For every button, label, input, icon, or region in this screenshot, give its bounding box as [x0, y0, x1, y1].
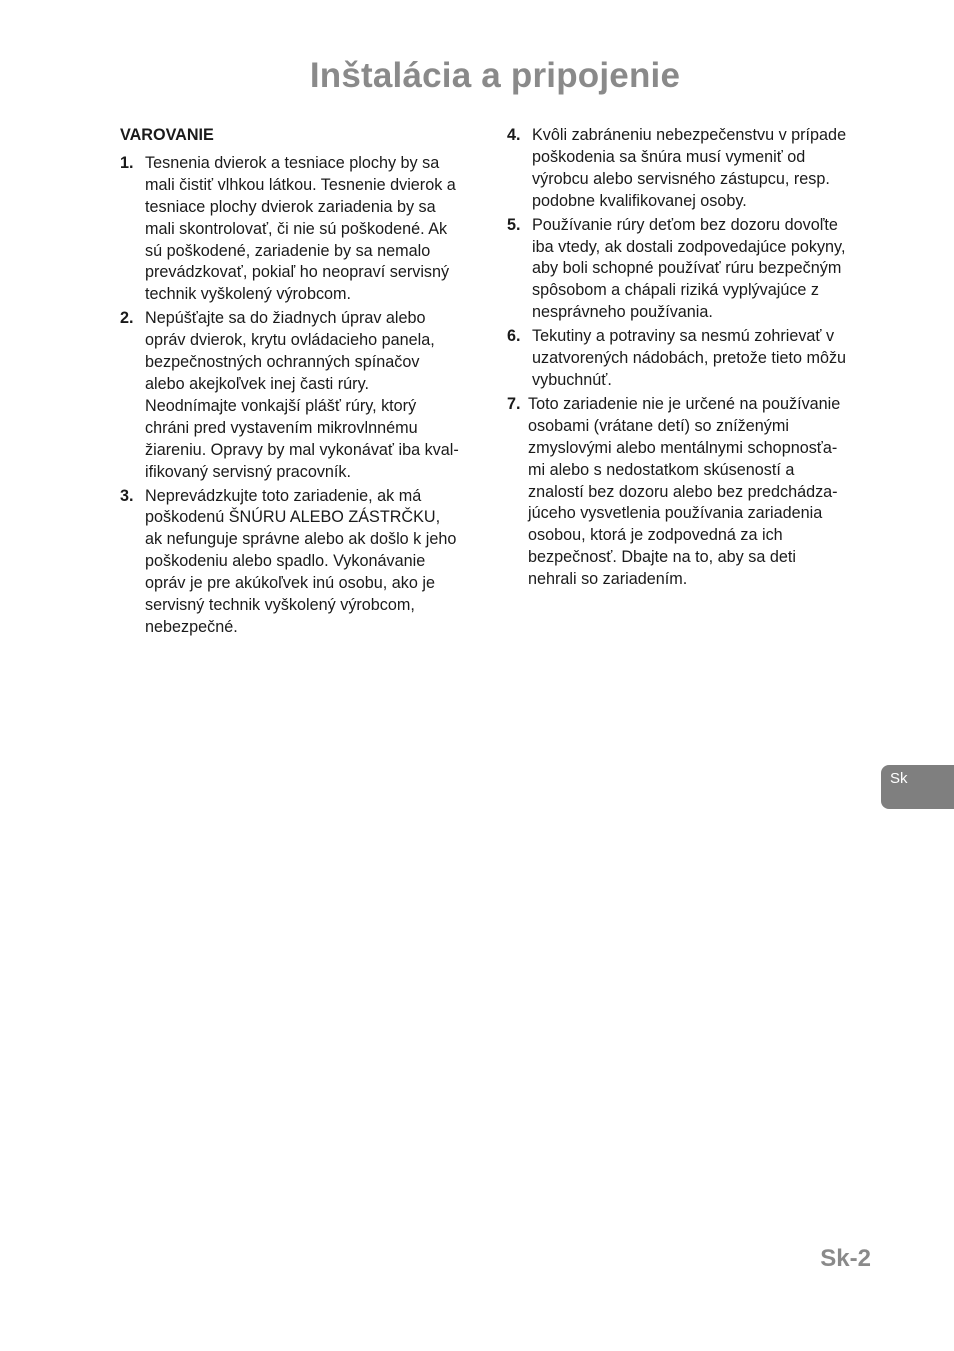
- list-item: [507, 125, 873, 213]
- item-number: 1.: [120, 153, 134, 172]
- left-column: [120, 125, 486, 641]
- list-item: [507, 326, 873, 392]
- item-number: 5.: [507, 215, 521, 234]
- item-text: Používanie rúry deťom bez dozoru dovoľte iba vtedy, ak dostali zodpovedajúce pokyny, aby boli schopné používať rúru bezpečným spôsobom a chápali riziká vyplývajúce z nesprávneho používania.: [532, 215, 846, 322]
- list-item: [120, 308, 486, 483]
- item-number: 7.: [507, 394, 521, 413]
- right-column: [507, 125, 873, 593]
- item-number: 3.: [120, 486, 134, 505]
- item-number: 6.: [507, 327, 521, 346]
- item-text: Neprevádzkujte toto zariadenie, ak má poškodenú ŠNÚRU ALEBO ZÁSTRČKU, ak nefunguje správne alebo ak došlo k jeho poškodeniu alebo spadlo. Vykonávanie opráv je pre akúkoľvek inú osobu, ako je servisný technik vyškolený výrobcom, nebezpečné.: [145, 486, 457, 636]
- item-text: Kvôli zabráneniu nebezpečenstvu v prípade poškodenia sa šnúra musí vymeniť od výrobcu alebo servisného zástupcu, resp. podobne kvalifikovanej osoby.: [532, 126, 847, 210]
- page-number: Sk-2: [820, 1245, 871, 1272]
- item-text: Toto zariadenie nie je určené na používanie osobami (vrátane detí) so zníženými zmyslovými alebo mentálnymi schopnosťa- mi alebo s nedostatkom skúseností a znalostí bez dozoru alebo bez predchádza- júceho vysvetlenia používania zariadenia osobou, ktorá je zodpovedná za ich bezpečnosť. Dbajte na to, aby sa deti nehrali so zariadením.: [528, 394, 841, 589]
- item-text: Nepúšťajte sa do žiadnych úprav alebo opráv dvierok, krytu ovládacieho panela, bezpečnostných ochranných spínačov alebo akejkoľvek inej časti rúry. Neodnímajte vonkajší plášť rúry, ktorý chráni pred vystavením mikrovlnnému žiareniu. Opravy by mal vykonávať iba kval- ifikovaný servisný pracovník.: [145, 309, 459, 481]
- list-item: [507, 394, 873, 591]
- item-text: Tekutiny a potraviny sa nesmú zohrievať v uzatvorených nádobách, pretože tieto môžu vybuchnúť.: [532, 327, 847, 389]
- item-text: Tesnenia dvierok a tesniace plochy by sa mali čistiť vlhkou látkou. Tesnenie dvierok a tesniace plochy dvierok zariadenia by sa mali skontrolovať, či nie sú poškodené. Ak sú poškodené, zariadenie by sa nemalo prevádzkovať, pokiaľ ho neopraví servisný technik vyškolený výrobcom.: [145, 153, 456, 304]
- item-number: 4.: [507, 126, 521, 144]
- list-item: [507, 215, 873, 325]
- list-item: [120, 153, 486, 306]
- language-tab[interactable]: Sk: [881, 765, 954, 809]
- page-title: Inštalácia a pripojenie: [309, 56, 681, 95]
- warning-heading: VAROVANIE: [120, 126, 214, 144]
- list-item: [120, 486, 486, 639]
- item-number: 2.: [120, 309, 134, 328]
